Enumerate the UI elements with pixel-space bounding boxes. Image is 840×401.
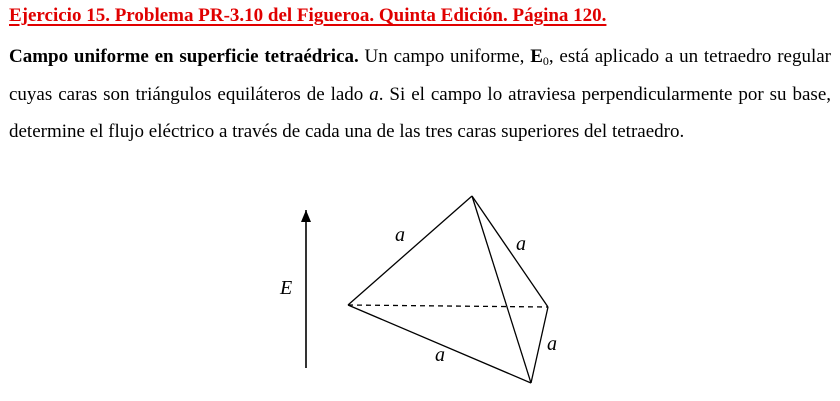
problem-text-2: , está aplicado a un tetraedro regular cuyas caras son triángulos equiláteros de lado [9, 46, 831, 105]
side-symbol: a [369, 83, 379, 105]
edge-apex-right [472, 196, 548, 307]
edge-label-bottom: a [435, 344, 445, 366]
problem-title: Campo uniforme en superficie tetraédrica. [9, 46, 359, 67]
field-symbol: E [530, 46, 543, 67]
exercise-heading: Ejercicio 15. Problema PR-3.10 del Figueroa. Quinta Edición. Página 120. [9, 5, 607, 26]
problem-text-3: . Si el campo lo atraviesa perpendicularmente por su base, determine el flujo eléctrico a través de cada una de las tres caras superiores del tetraedro. [9, 83, 832, 142]
edge-hidden-back [348, 305, 548, 307]
tetrahedron [348, 196, 548, 383]
edge-label-front: a [547, 333, 557, 355]
problem-text-1: Un campo uniforme, [358, 46, 531, 67]
edge-label-left: a [395, 224, 405, 246]
field-label: E [280, 277, 293, 299]
edge-apex-left [348, 196, 472, 305]
edge-apex-front [472, 196, 531, 383]
edge-label-right: a [516, 233, 526, 255]
field-subscript: 0 [542, 54, 549, 68]
edge-right-front [531, 307, 548, 383]
